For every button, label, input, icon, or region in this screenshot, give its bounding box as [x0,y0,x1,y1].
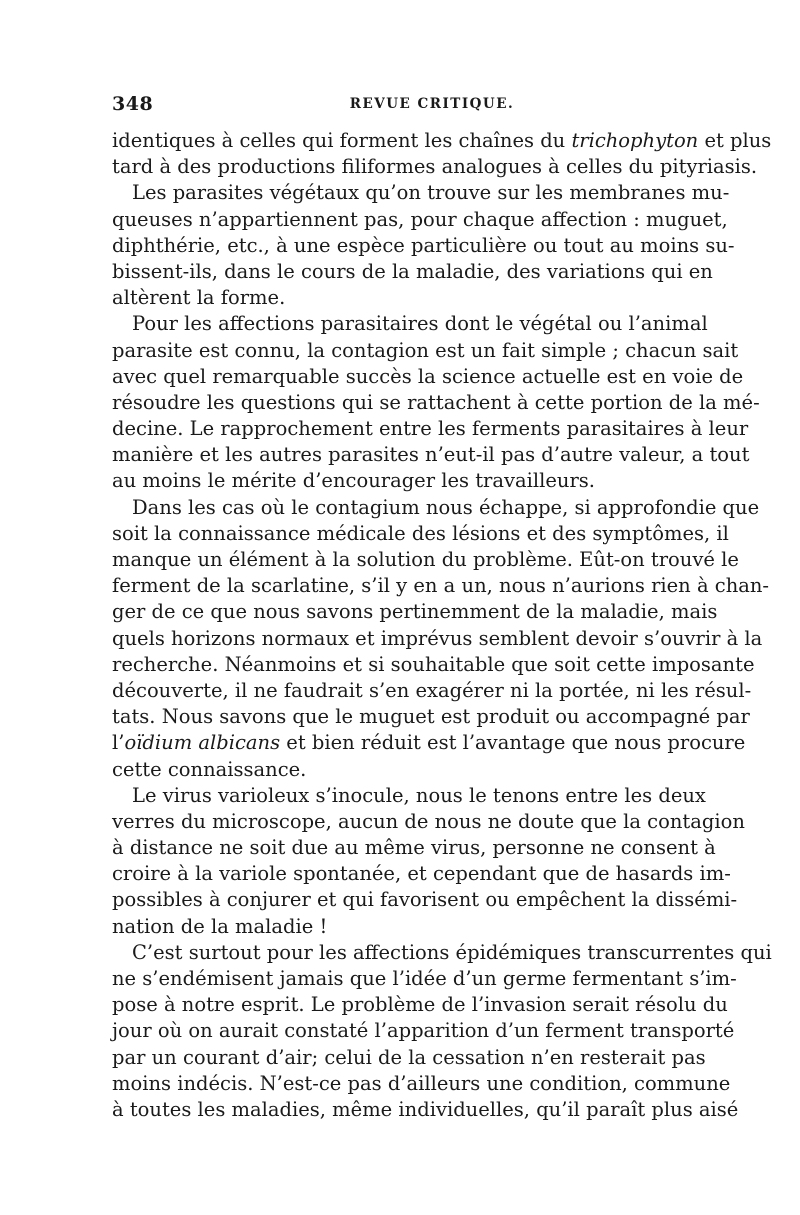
text-run: par un courant d’air; celui de la cessation n’en resterait pas [112,1045,706,1069]
text-line [112,678,752,704]
text-line [112,521,729,547]
text-run: diphthérie, etc., à une espèce particulière ou tout au moins su- [112,233,735,257]
text-line [112,468,697,494]
text-line [112,887,738,913]
text-run: Les parasites végétaux qu’on trouve sur les membranes mu- [132,181,730,205]
text-run: queuses n’appartiennent pas, pour chaque affection : muguet, [112,207,728,231]
page-number: 348 [112,93,154,115]
text-run: avec quel remarquable succès la science actuelle est en voie de [112,364,744,388]
text-run: possibles à conjurer et qui favorisent ou empêchent la dissémi- [112,888,738,912]
text-run: l’ [112,731,125,755]
text-run: verres du microscope, aucun de nous ne doute que la contagion [112,809,745,833]
text-run: Dans les cas où le contagium nous échappe, si approfondie que [132,495,760,519]
text-line [112,730,746,756]
text-run: pose à notre esprit. Le problème de l’invasion serait résolu du [112,993,728,1017]
text-run: manière et les autres parasites n’eut-il pas d’autre valeur, a tout [112,443,750,467]
text-line [112,154,758,180]
text-line [112,914,697,940]
text-run: à distance ne soit due au même virus, personne ne consent à [112,836,716,860]
text-run: à toutes les maladies, même individuelles, qu’il paraît plus aisé [112,1097,739,1121]
text-line [112,626,763,652]
text-run: et plus [698,129,772,152]
text-line [112,364,744,390]
text-run: quels horizons normaux et imprévus semblent devoir s’ouvrir à la [112,626,763,650]
text-line [112,652,755,678]
text-line [112,940,772,966]
text-run: cette connaissance. [112,757,307,781]
text-line [112,233,735,259]
text-run: bissent-ils, dans le cours de la maladie, des variations qui en [112,259,713,283]
text-run: moins indécis. N’est-ce pas d’ailleurs une condition, commune [112,1071,731,1095]
text-line [112,992,728,1018]
text-line [112,207,728,233]
italic-term: trichophyton [571,129,699,152]
text-line [112,783,706,809]
text-run: Le virus varioleux s’inocule, nous le tenons entre les deux [132,783,706,807]
text-line [112,547,739,573]
text-line [112,966,737,992]
text-run: croire à la variole spontanée, et cependant que de hasards im- [112,862,731,886]
running-title: REVUE CRITIQUE. [349,96,515,112]
text-line [112,704,750,730]
text-line [112,835,716,861]
text-run: au moins le mérite d’encourager les travailleurs. [112,469,595,493]
text-run: ne s’endémisent jamais que l’idée d’un germe fermentant s’im- [112,967,737,990]
text-run: jour où on aurait constaté l’apparition d’un ferment transporté [112,1019,735,1043]
text-run: altèrent la forme. [112,286,286,310]
text-run: identiques à celles qui forment les chaînes du [112,129,572,152]
text-run: tats. Nous savons que le muguet est produit ou accompagné par [112,705,750,729]
text-line [112,599,718,625]
text-run: découverte, il ne faudrait s’en exagérer ni la portée, ni les résul- [112,678,752,702]
text-line [112,1097,739,1123]
text-line [112,442,750,468]
text-run: decine. Le rapprochement entre les ferments parasitaires à leur [112,417,749,441]
text-line [112,390,760,416]
text-line [112,757,697,783]
text-line [112,128,772,154]
text-run: et bien réduit est l’avantage que nous procure [280,731,746,755]
page-header [112,93,692,123]
text-run: ger de ce que nous savons pertinemment de la maladie, mais [112,600,718,624]
text-line [112,1018,735,1044]
text-line [112,495,760,521]
text-run: parasite est connu, la contagion est un fait simple ; chacun sait [112,338,739,362]
text-run: Pour les affections parasitaires dont le végétal ou l’animal [132,312,708,336]
text-run: manque un élément à la solution du problème. Eût-on trouvé le [112,548,739,571]
text-line [112,861,731,887]
text-run: recherche. Néanmoins et si souhaitable que soit cette imposante [112,652,755,676]
text-line [112,259,713,285]
text-line [112,1045,706,1071]
text-run: résoudre les questions qui se rattachent à cette portion de la mé- [112,390,760,414]
body-text [112,128,772,1123]
text-run: tard à des productions filiformes analogues à celles du pityriasis. [112,155,758,179]
text-line [112,1071,731,1097]
italic-term: oïdium albicans [124,731,281,755]
text-line [112,809,745,835]
text-run: ferment de la scarlatine, s’il y en a un, nous n’aurions rien à chan- [112,574,770,598]
text-run: soit la connaissance médicale des lésions et des symptômes, il [112,521,729,545]
text-line [112,573,770,599]
text-line [112,285,697,311]
text-line [112,311,708,337]
text-line [112,416,749,442]
text-line [112,180,730,206]
text-line [112,338,739,364]
text-run: nation de la maladie ! [112,914,328,938]
text-run: C’est surtout pour les affections épidémiques transcurrentes qui [132,940,772,964]
